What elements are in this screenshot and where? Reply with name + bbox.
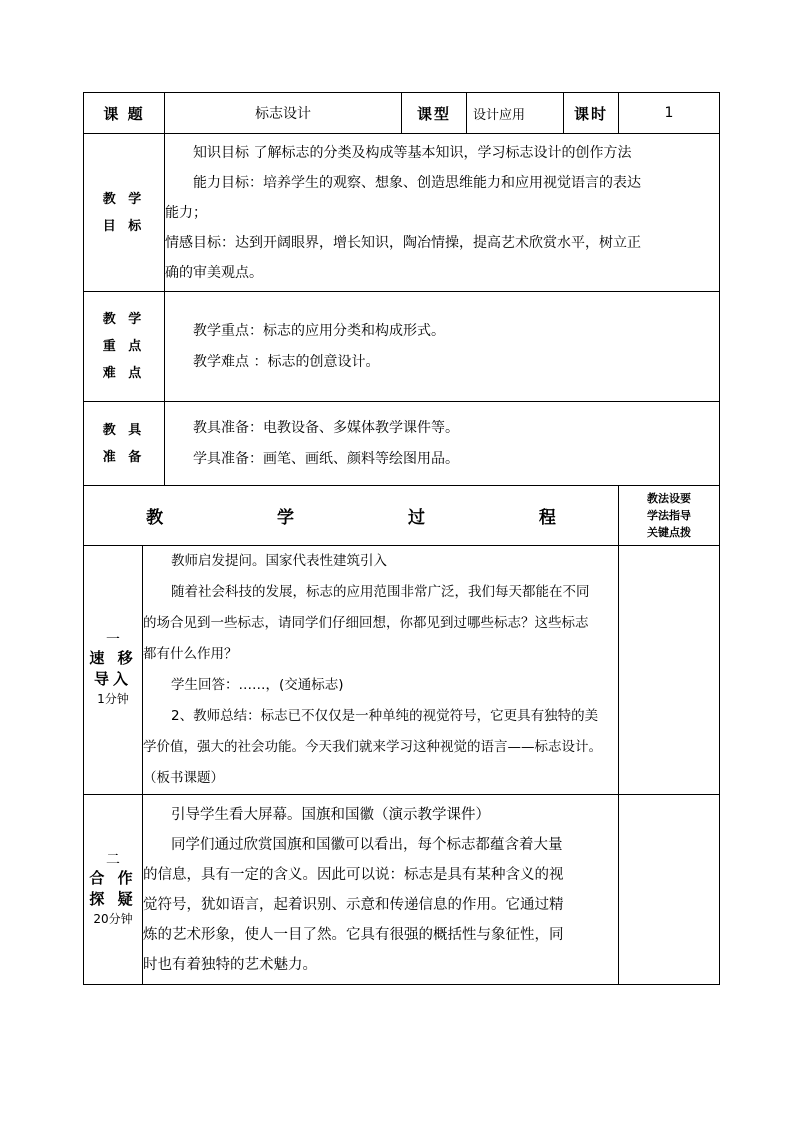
materials-label-line1: 教 具 (102, 422, 146, 438)
process-side-note (619, 486, 720, 546)
objectives-label-line1: 教 学 (102, 191, 146, 207)
objective-line: 情感目标：达到开阔眼界，增长知识，陶冶情操，提高艺术欣赏水平，树立正 (165, 234, 642, 251)
material-line: 学具准备：画笔、画纸、颜料等绘图用品。 (193, 450, 460, 467)
materials-row (84, 402, 720, 486)
stage-2-name-line2: 探 疑 (89, 889, 137, 908)
stage-1-line: 教师启发提问。国家代表性建筑引入 (171, 553, 387, 569)
stage-1-line: （板书课题） (143, 770, 224, 786)
materials-label (84, 402, 165, 486)
stage-1-line: 学价值，强大的社会功能。今天我们就来学习这种视觉的语言——标志设计。 (143, 739, 602, 755)
stage-2-number: 二 (106, 851, 120, 868)
process-title-char: 学 (277, 508, 295, 528)
objectives-label-line2: 目 标 (102, 218, 146, 234)
materials-label-line2: 准 备 (102, 449, 146, 465)
stage-2-row (84, 795, 720, 985)
stage-1-line: 的场合见到一些标志，请同学们仔细回想，你都见到过哪些标志？这些标志 (143, 615, 589, 631)
subject-label: 课 题 (84, 93, 165, 134)
key-points-row (84, 292, 720, 402)
hours-label: 课时 (564, 93, 619, 134)
stage-1-content (143, 546, 619, 795)
stage-2-line: 觉符号，犹如语言，起着识别、示意和传递信息的作用。它通过精 (143, 896, 564, 913)
type-label: 课型 (402, 93, 467, 134)
stage-1-line: 2、教师总结：标志已不仅仅是一种单纯的视觉符号，它更具有独特的美 (171, 708, 599, 724)
process-title-char: 教 (146, 508, 164, 528)
objective-line: 确的审美观点。 (165, 264, 264, 281)
hours-value: 1 (619, 93, 720, 134)
stage-2-line: 引导学生看大屏幕。国旗和国徽（演示教学课件） (171, 806, 490, 823)
stage-2-time: 20分钟 (93, 911, 133, 926)
header-row (84, 93, 720, 134)
process-title-char: 程 (538, 508, 556, 528)
key-point-line: 教学重点：标志的应用分类和构成形式。 (193, 322, 446, 339)
objective-line: 能力； (165, 204, 208, 221)
stage-2-label (84, 795, 143, 985)
side-note-line: 关键点拨 (647, 526, 692, 539)
process-title-char: 过 (407, 508, 425, 528)
stage-1-number: 一 (106, 632, 120, 648)
objective-line: 能力目标：培养学生的观察、想象、创造思维能力和应用视觉语言的表达 (193, 174, 642, 191)
stage-1-line: 随着社会科技的发展，标志的应用范围非常广泛，我们每天都能在不同 (171, 584, 590, 600)
type-value: 设计应用 (467, 93, 564, 134)
key-point-line: 教学难点 ：标志的创意设计。 (193, 353, 380, 370)
process-title (84, 486, 619, 546)
stage-1-name-line1: 速 移 (89, 649, 137, 667)
stage-2-notes (619, 795, 720, 985)
stage-1-row (84, 546, 720, 795)
materials-content (165, 402, 720, 486)
stage-1-line: 都有什么作用？ (143, 646, 238, 662)
objective-line: 知识目标 了解标志的分类及构成等基本知识，学习标志设计的创作方法 (193, 144, 632, 161)
stage-1-notes (619, 546, 720, 795)
key-points-content (165, 292, 720, 402)
stage-2-line: 同学们通过欣赏国旗和国徽可以看出，每个标志都蕴含着大量 (171, 836, 563, 853)
stage-1-name-line2: 导入 (93, 670, 132, 688)
material-line: 教具准备：电教设备、多媒体教学课件等。 (193, 419, 460, 436)
side-note-line: 学法指导 (647, 509, 692, 522)
objectives-content (165, 134, 720, 292)
key-points-label (84, 292, 165, 402)
side-note-line: 教法设要 (647, 492, 692, 505)
stage-2-line: 的信息，具有一定的含义。因此可以说：标志是具有某种含义的视 (143, 866, 564, 883)
stage-2-line: 炼的艺术形象，使人一目了然。它具有很强的概括性与象征性，同 (143, 926, 564, 943)
stage-1-line: 学生回答：……，(交通标志) (171, 677, 344, 693)
key-points-label-line1: 教 学 (102, 312, 146, 327)
stage-2-line: 时也有着独特的艺术魅力。 (143, 956, 317, 973)
objectives-label (84, 134, 165, 292)
subject-value: 标志设计 (165, 93, 402, 134)
stage-2-content (143, 795, 619, 985)
key-points-label-line3: 难 点 (102, 366, 146, 381)
objectives-row (84, 134, 720, 292)
stage-2-name-line1: 合 作 (89, 868, 137, 887)
stage-1-time: 1分钟 (97, 692, 129, 706)
key-points-label-line2: 重 点 (102, 339, 146, 354)
lesson-plan-table (83, 92, 720, 985)
stage-1-label (84, 546, 143, 795)
process-header-row (84, 486, 720, 546)
